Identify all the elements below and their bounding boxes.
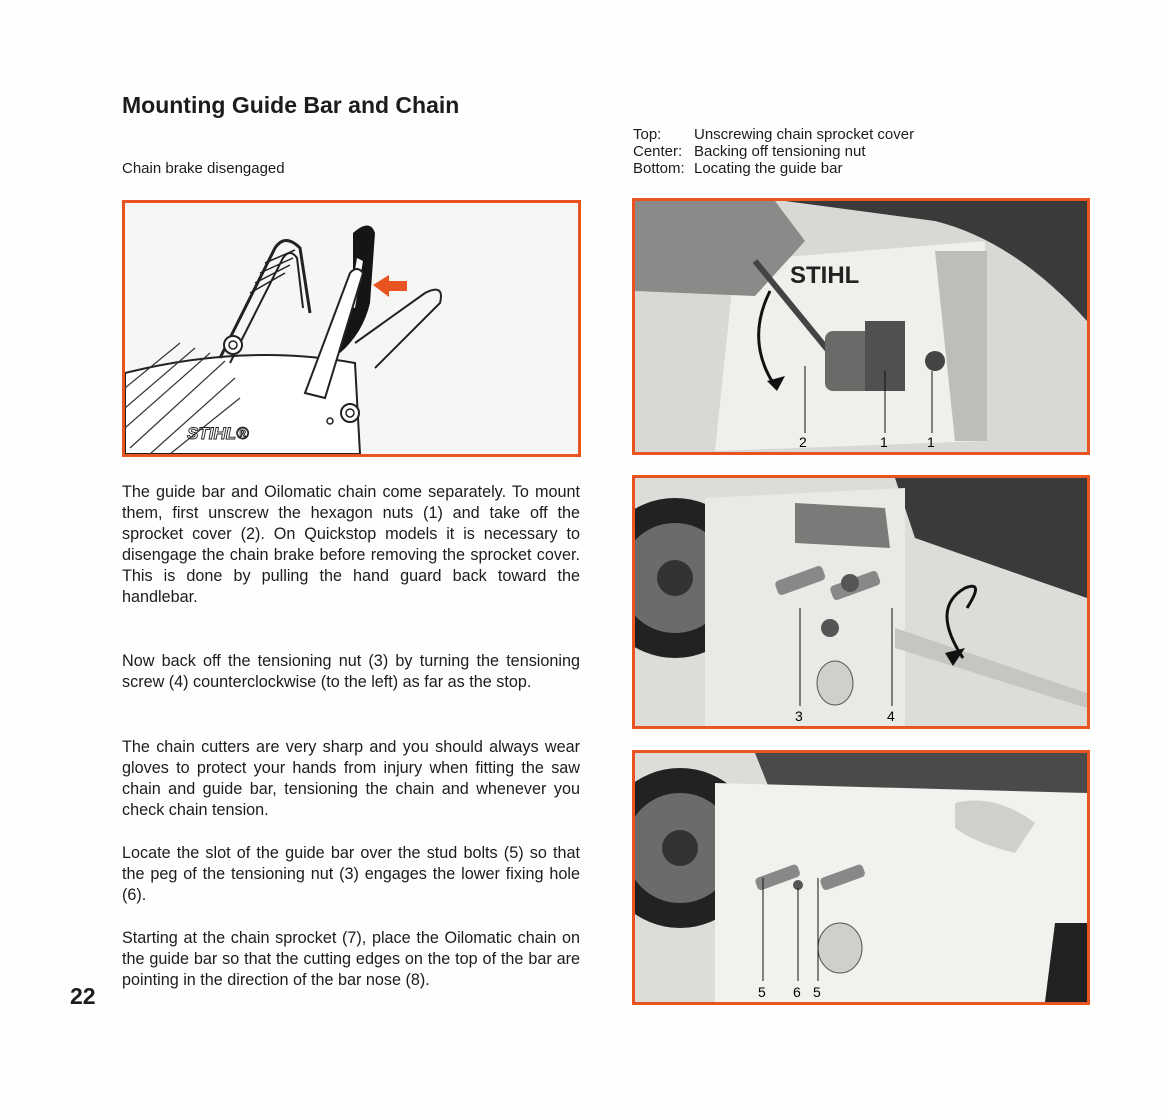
callout-5: 5 bbox=[813, 984, 821, 1000]
photo-top-sprocket-cover bbox=[632, 198, 1090, 455]
paragraph-tensioning-nut: Now back off the tensioning nut (3) by turning the tensioning screw (4) counterclockwise (to the left) as far as the stop. bbox=[122, 652, 580, 691]
caption-key: Center: bbox=[633, 143, 683, 160]
callout-6: 6 bbox=[793, 984, 801, 1000]
photo-bottom-drawing bbox=[635, 753, 1087, 1002]
caption-text: Locating the guide bar bbox=[694, 160, 843, 177]
callout-3: 3 bbox=[795, 708, 803, 724]
callout-2: 2 bbox=[799, 434, 807, 450]
caption-key: Top: bbox=[633, 126, 662, 143]
caption-center bbox=[633, 143, 914, 160]
photo-top-drawing bbox=[635, 201, 1087, 452]
chain-brake-illustration bbox=[122, 200, 581, 457]
paragraph-mounting: The guide bar and Oilomatic chain come separately. To mount them, first unscrew the hexagon nuts (1) and take off the sprocket cover (2). On Quickstop models it is necessary to disengage the chain brake before removing the sprocket cover. This is done by pulling the hand guard back toward the handlebar. bbox=[122, 483, 580, 606]
photo-center-drawing bbox=[635, 478, 1087, 726]
callout-4: 4 bbox=[887, 708, 895, 724]
page-number: 22 bbox=[70, 983, 96, 1009]
caption-key: Bottom: bbox=[633, 160, 685, 177]
callout-5: 5 bbox=[758, 984, 766, 1000]
caption-top bbox=[633, 126, 914, 143]
paragraph-safety-gloves: The chain cutters are very sharp and you should always wear gloves to protect your hands from injury when fitting the saw chain and guide bar, tensioning the chain and whenever you check chain tension. bbox=[122, 738, 580, 819]
callout-1: 1 bbox=[880, 434, 888, 450]
caption-text: Unscrewing chain sprocket cover bbox=[694, 126, 915, 143]
callout-1: 1 bbox=[927, 434, 935, 450]
chain-brake-drawing bbox=[125, 203, 578, 454]
paragraph-chain-placement: Starting at the chain sprocket (7), place the Oilomatic chain on the guide bar so that the cutting edges on the top of the bar are pointing in the direction of the bar nose (8). bbox=[122, 929, 580, 989]
page-title: Mounting Guide Bar and Chain bbox=[122, 92, 460, 118]
caption-text: Backing off tensioning nut bbox=[694, 143, 866, 160]
stihl-logo: STIHL® bbox=[187, 424, 249, 443]
caption-bottom bbox=[633, 160, 914, 177]
photo-center-tensioning-nut bbox=[632, 475, 1090, 729]
photo-bottom-guide-bar bbox=[632, 750, 1090, 1005]
photo-captions bbox=[633, 126, 914, 177]
figure-subtitle: Chain brake disengaged bbox=[122, 160, 285, 177]
stihl-logo: STIHL bbox=[790, 262, 860, 289]
paragraph-locate-bar: Locate the slot of the guide bar over the stud bolts (5) so that the peg of the tensioning nut (3) engages the lower fixing hole (6). bbox=[122, 844, 580, 904]
